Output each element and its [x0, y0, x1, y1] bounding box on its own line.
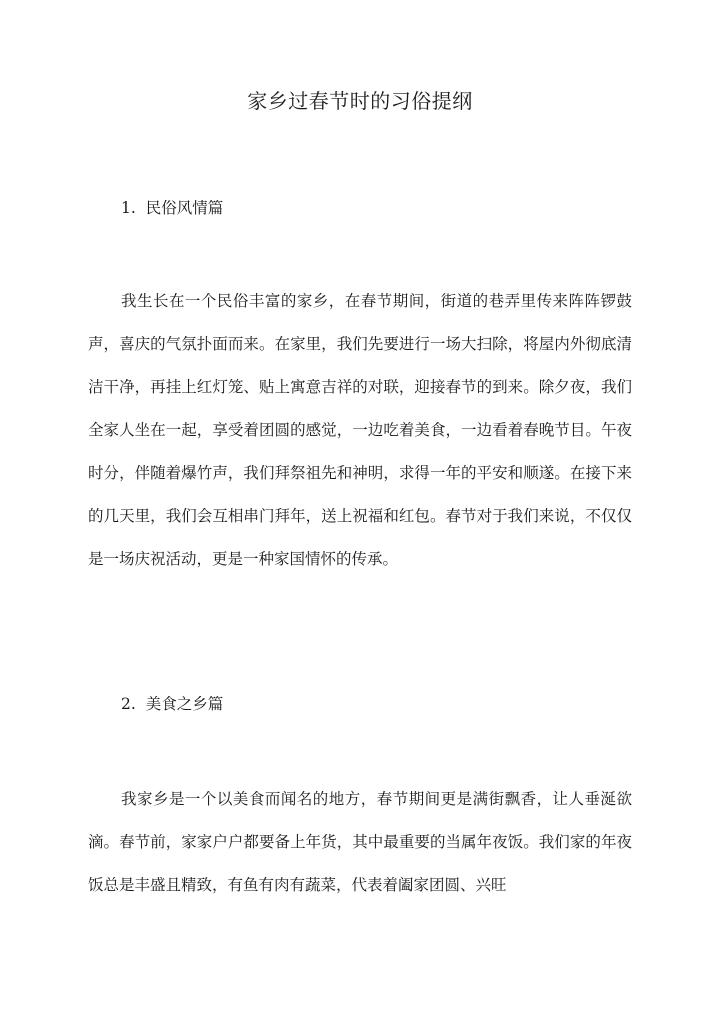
- section-number: 1.: [121, 199, 136, 217]
- section-number: 2.: [121, 695, 136, 713]
- section-paragraph-food: 我家乡是一个以美食而闻名的地方，春节期间更是满街飘香，让人垂涎欲滴。春节前，家家户户都要备上年货，其中最重要的当属年夜饭。我们家的年夜饭总是丰盛且精致，有鱼有肉有蔬菜，代表着阖家团圆、兴旺: [88, 790, 632, 894]
- section-heading-text: 民俗风情篇: [145, 199, 224, 217]
- section-heading-food: [121, 692, 223, 716]
- page-title: 家乡过春节时的习俗提纲: [247, 89, 473, 113]
- section-heading-folk-customs: [121, 196, 223, 220]
- section-heading-text: 美食之乡篇: [145, 695, 224, 713]
- section-paragraph-folk-customs: 我生长在一个民俗丰富的家乡，在春节期间，街道的巷弄里传来阵阵锣鼓声，喜庆的气氛扑面而来。在家里，我们先要进行一场大扫除，将屋内外彻底清洁干净，再挂上红灯笼、贴上寓意吉祥的对联，迎接春节的到来。除夕夜，我们全家人坐在一起，享受着团圆的感觉，一边吃着美食，一边看着春晚节目。午夜时分，伴随着爆竹声，我们拜祭祖先和神明，求得一年的平安和顺遂。在接下来的几天里，我们会互相串门拜年，送上祝福和红包。春节对于我们来说，不仅仅是一场庆祝活动，更是一种家国情怀的传承。: [88, 292, 632, 568]
